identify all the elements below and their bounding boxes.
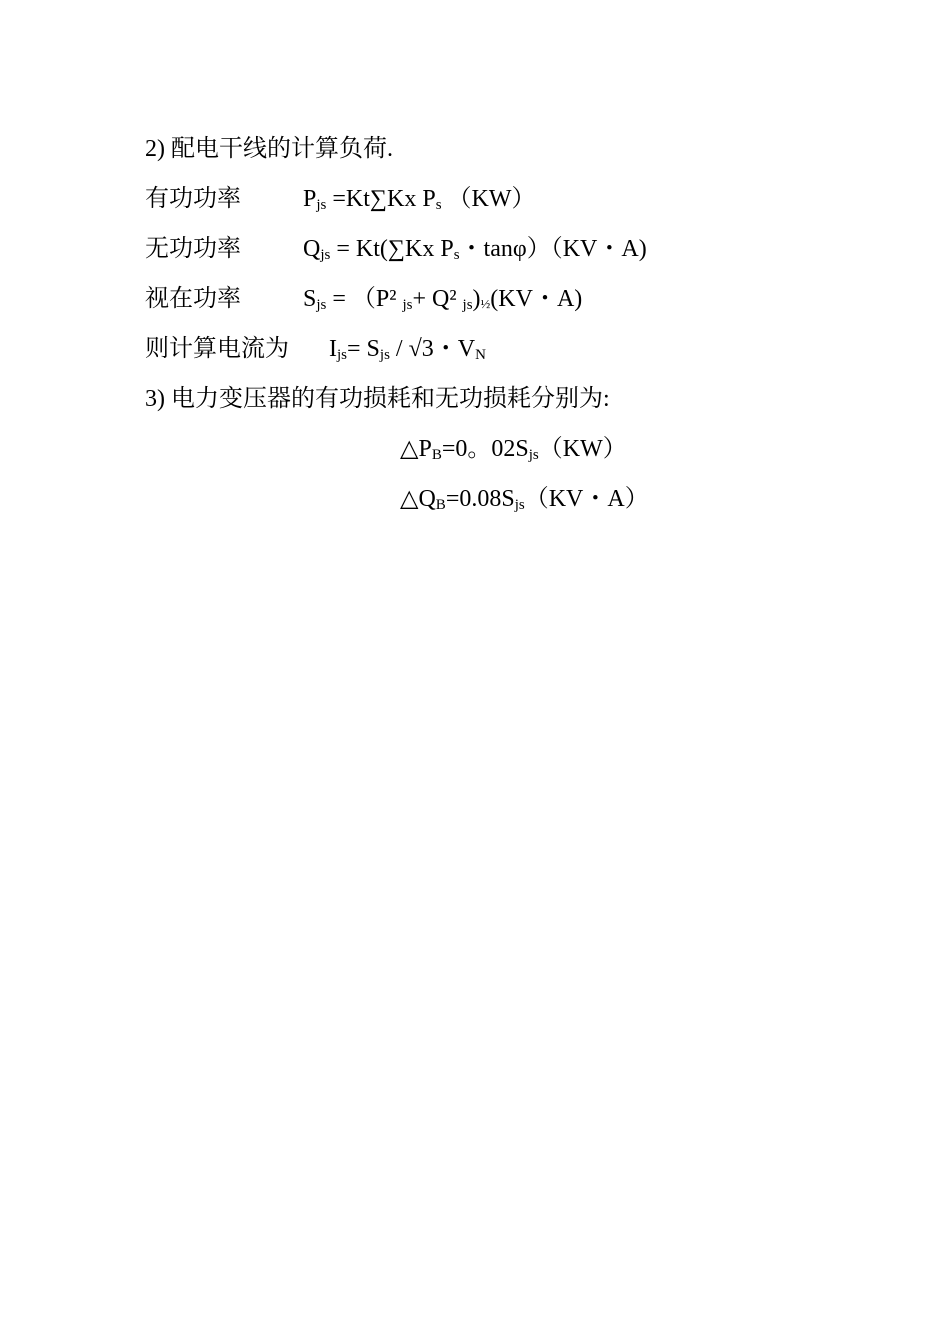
section-heading-2: 2) 配电干线的计算负荷. <box>145 136 393 162</box>
formula-current: $I_{js}= S_{js} / √3$・$V_N$ <box>329 336 486 363</box>
row-label-active-power: 有功功率 <box>145 186 241 212</box>
formula-reactive-power: $Q_{js} = Kt(\sum Kx$ $P_s$・tanφ）（KV・A) <box>303 236 647 263</box>
formula-active-power: $P_{js} =Kt\sum Kx$ $P_s$ （KW） <box>303 186 536 213</box>
section-heading-3: 3) 电力变压器的有功损耗和无功损耗分别为: <box>145 386 610 412</box>
row-label-reactive-power: 无功功率 <box>145 236 241 262</box>
formula-active-loss: $\triangle P_B=0$。$02S_{js}(KW)$ <box>400 436 627 463</box>
formula-reactive-loss: $\triangle Q_B=0.08S_{js}(KV$・A） <box>400 486 649 513</box>
row-label-apparent-power: 视在功率 <box>145 286 241 312</box>
row-label-current: 则计算电流为 <box>145 336 289 362</box>
formula-apparent-power: $S_{js} = (P^2$ $_{js}$+ Q² $_{js}$)½(KV・A) <box>303 286 583 313</box>
